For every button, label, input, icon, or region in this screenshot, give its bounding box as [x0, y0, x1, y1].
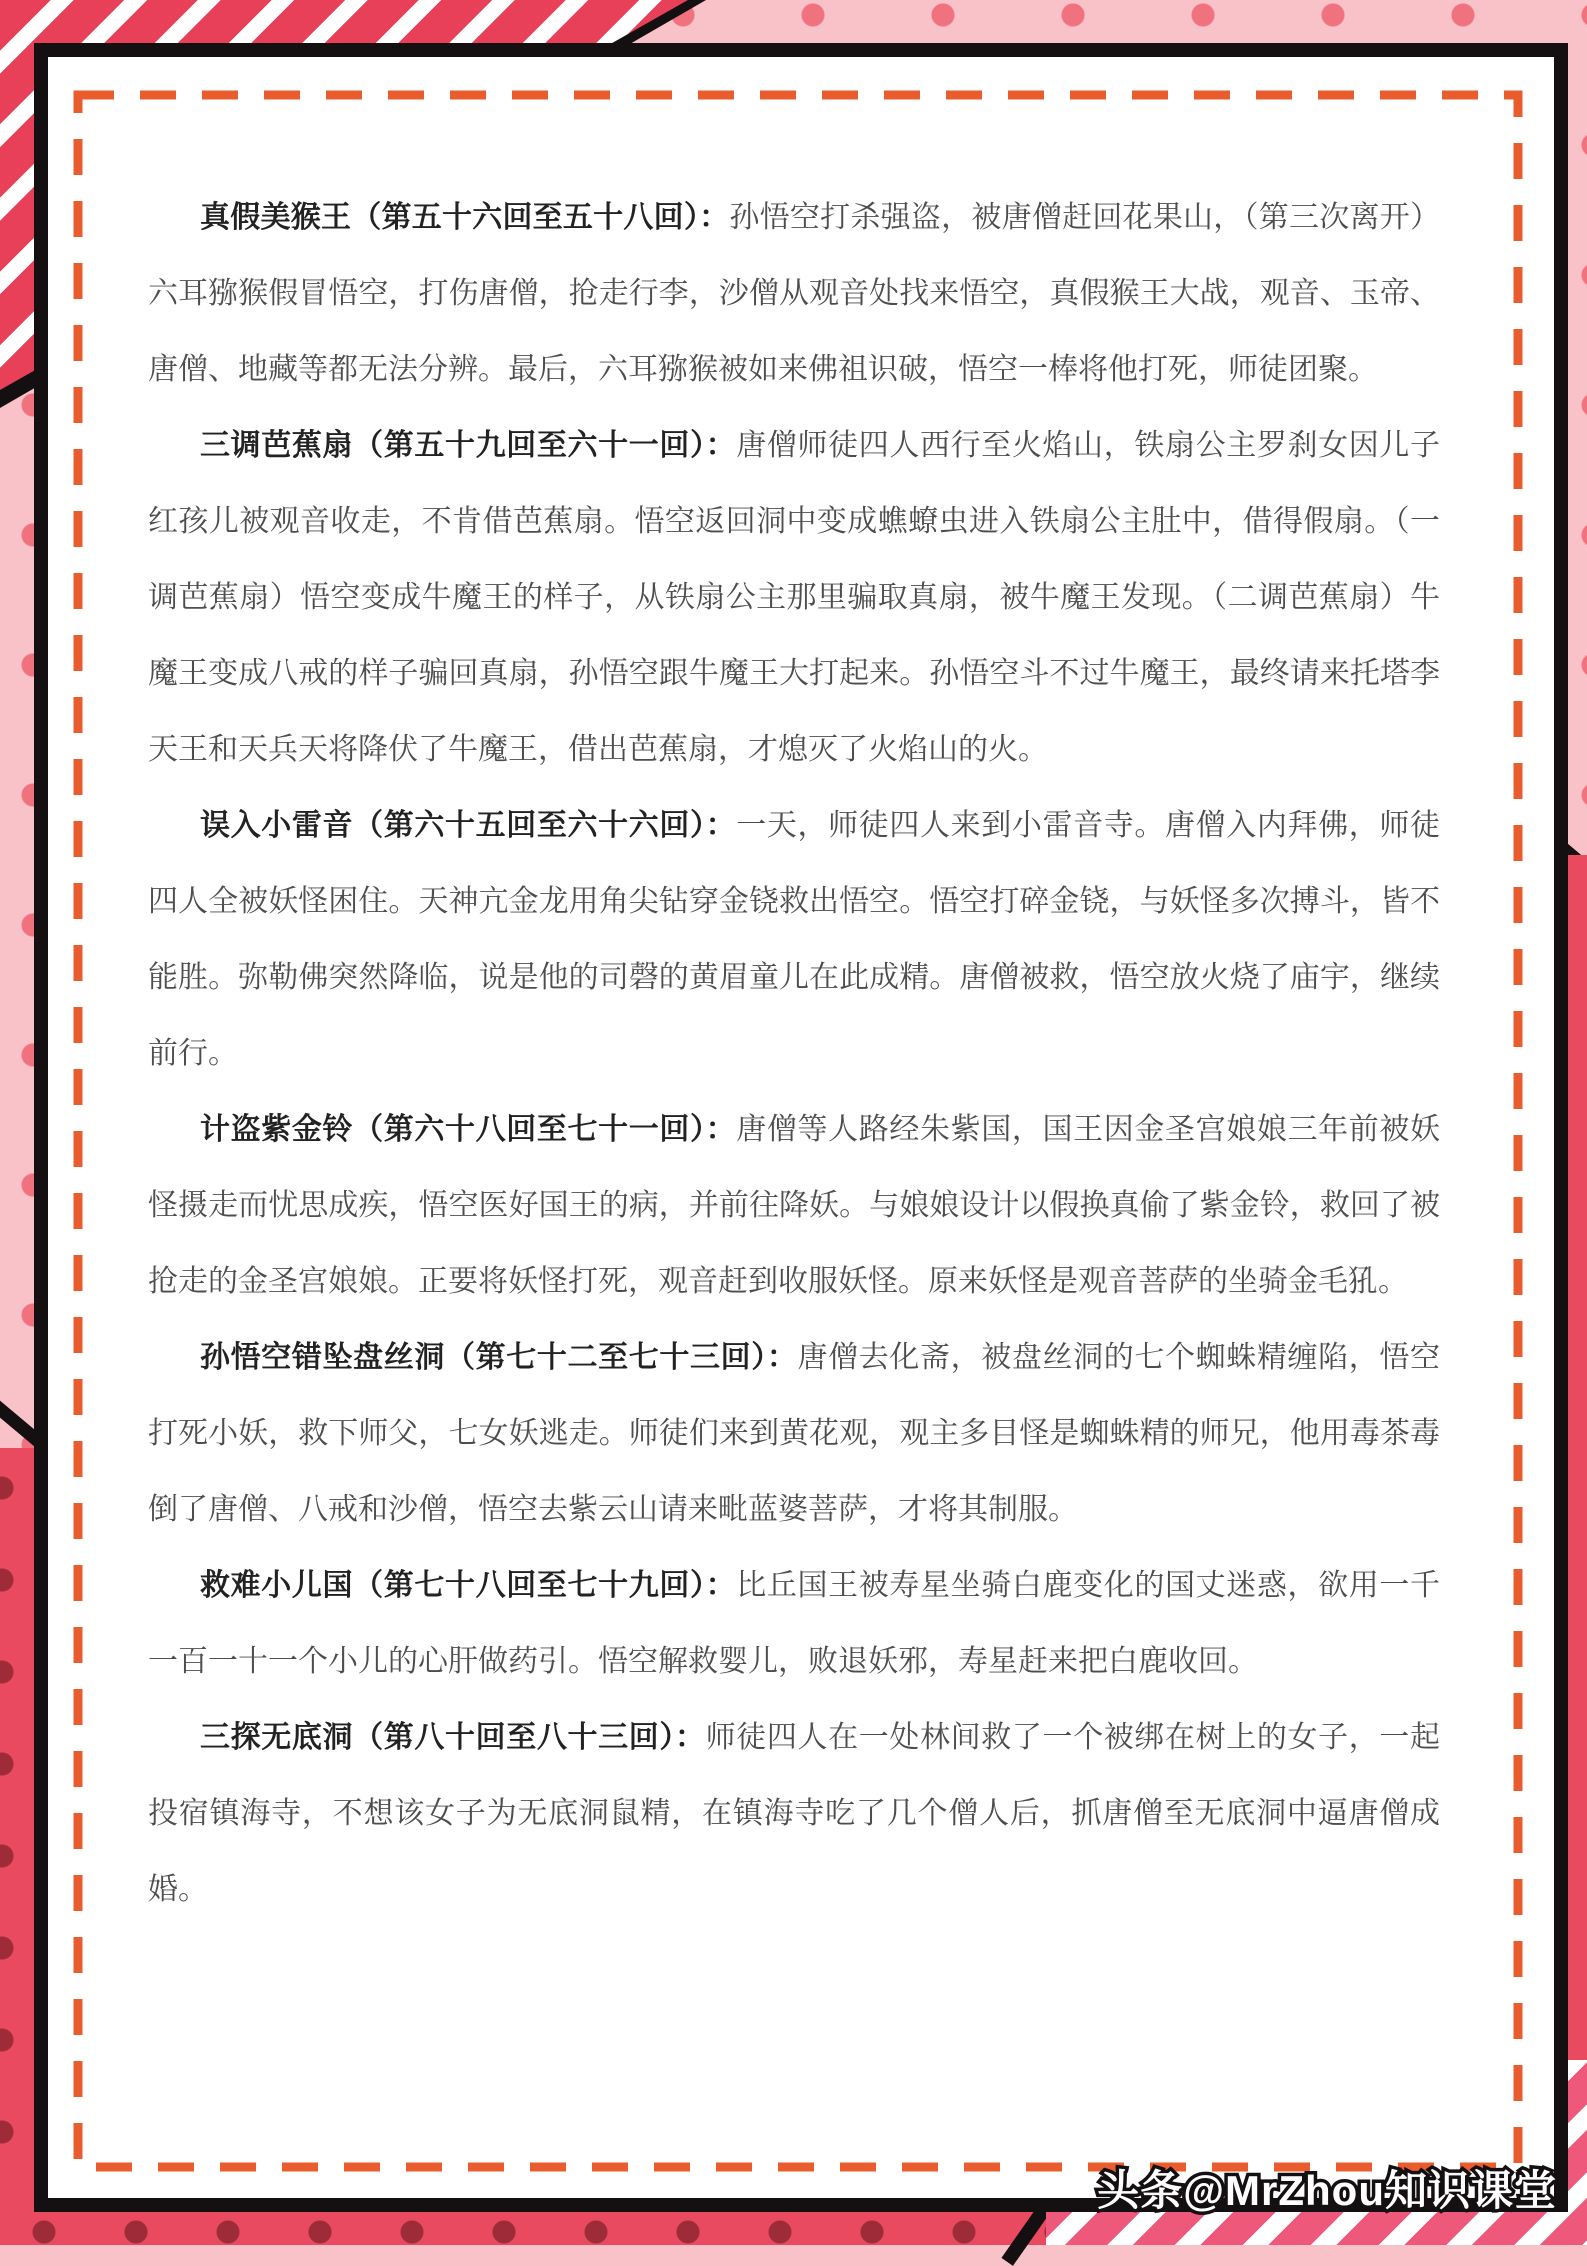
paragraph-text: 唐僧师徒四人西行至火焰山，铁扇公主罗刹女因儿子红孩儿被观音收走，不肯借芭蕉扇。悟空返回洞中变成蟭蟟虫进入铁扇公主肚中，借得假扇。（一调芭蕉扇）悟空变成牛魔王的样子，从铁扇公主那里骗取真扇，被牛魔王发现。（二调芭蕉扇）牛魔王变成八戒的样子骗回真扇，孙悟空跟牛魔王大打起来。孙悟空斗不过牛魔王，最终请来托塔李天王和天兵天将降伏了牛魔王，借出芭蕉扇，才熄灭了火焰山的火。 [148, 429, 1440, 766]
paragraph [148, 1320, 1440, 1548]
paragraph-text: 唐僧去化斋，被盘丝洞的七个蜘蛛精缠陷，悟空打死小妖，救下师父，七女妖逃走。师徒们来到黄花观，观主多目怪是蜘蛛精的师兄，他用毒茶毒倒了唐僧、八戒和沙僧，悟空去紫云山请来毗蓝婆菩萨，才将其制服。 [148, 1341, 1440, 1526]
paragraph-title: 三调芭蕉扇（第五十九回至六十一回）： [200, 429, 737, 462]
paragraph-title: 误入小雷音（第六十五回至六十六回）： [200, 809, 737, 842]
paragraph-text: 唐僧等人路经朱紫国，国王因金圣宫娘娘三年前被妖怪摄走而忧思成疾，悟空医好国王的病，并前往降妖。与娘娘设计以假换真偷了紫金铃，救回了被抢走的金圣宫娘娘。正要将妖怪打死，观音赶到收服妖怪。原来妖怪是观音菩萨的坐骑金毛犼。 [148, 1113, 1440, 1298]
paragraph-title: 计盗紫金铃（第六十八回至七十一回）： [200, 1113, 737, 1146]
paragraph [148, 788, 1440, 1092]
paragraph-text: 比丘国王被寿星坐骑白鹿变化的国丈迷惑，欲用一千一百一十一个小儿的心肝做药引。悟空解救婴儿，败退妖邪，寿星赶来把白鹿收回。 [148, 1569, 1440, 1678]
paragraph-text: 师徒四人在一处林间救了一个被绑在树上的女子，一起投宿镇海寺，不想该女子为无底洞鼠精，在镇海寺吃了几个僧人后，抓唐僧至无底洞中逼唐僧成婚。 [148, 1721, 1440, 1906]
document-card [34, 43, 1568, 2212]
paragraph [148, 1548, 1440, 1700]
paragraph-title: 真假美猴王（第五十六回至五十八回）： [200, 201, 730, 234]
document-body [148, 180, 1440, 1928]
paragraph [148, 180, 1440, 408]
paragraph [148, 1092, 1440, 1320]
paragraph-title: 三探无底洞（第八十回至八十三回）： [200, 1721, 706, 1754]
paragraph-text: 一天，师徒四人来到小雷音寺。唐僧入内拜佛，师徒四人全被妖怪困住。天神亢金龙用角尖钻穿金铙救出悟空。悟空打碎金铙，与妖怪多次搏斗，皆不能胜。弥勒佛突然降临，说是他的司磬的黄眉童儿在此成精。唐僧被救，悟空放火烧了庙宇，继续前行。 [148, 809, 1440, 1070]
paragraph-text: 孙悟空打杀强盗，被唐僧赶回花果山，（第三次离开）六耳猕猴假冒悟空，打伤唐僧，抢走行李，沙僧从观音处找来悟空，真假猴王大战，观音、玉帝、唐僧、地藏等都无法分辨。最后，六耳猕猴被如来佛祖识破，悟空一棒将他打死，师徒团聚。 [148, 201, 1440, 386]
watermark: 头条@MrZhou知识课堂 [1097, 2167, 1557, 2214]
paragraph [148, 408, 1440, 788]
paragraph-title: 救难小儿国（第七十八回至七十九回）： [200, 1569, 737, 1602]
paragraph-title: 孙悟空错坠盘丝洞（第七十二至七十三回）： [200, 1341, 798, 1374]
paragraph [148, 1700, 1440, 1928]
